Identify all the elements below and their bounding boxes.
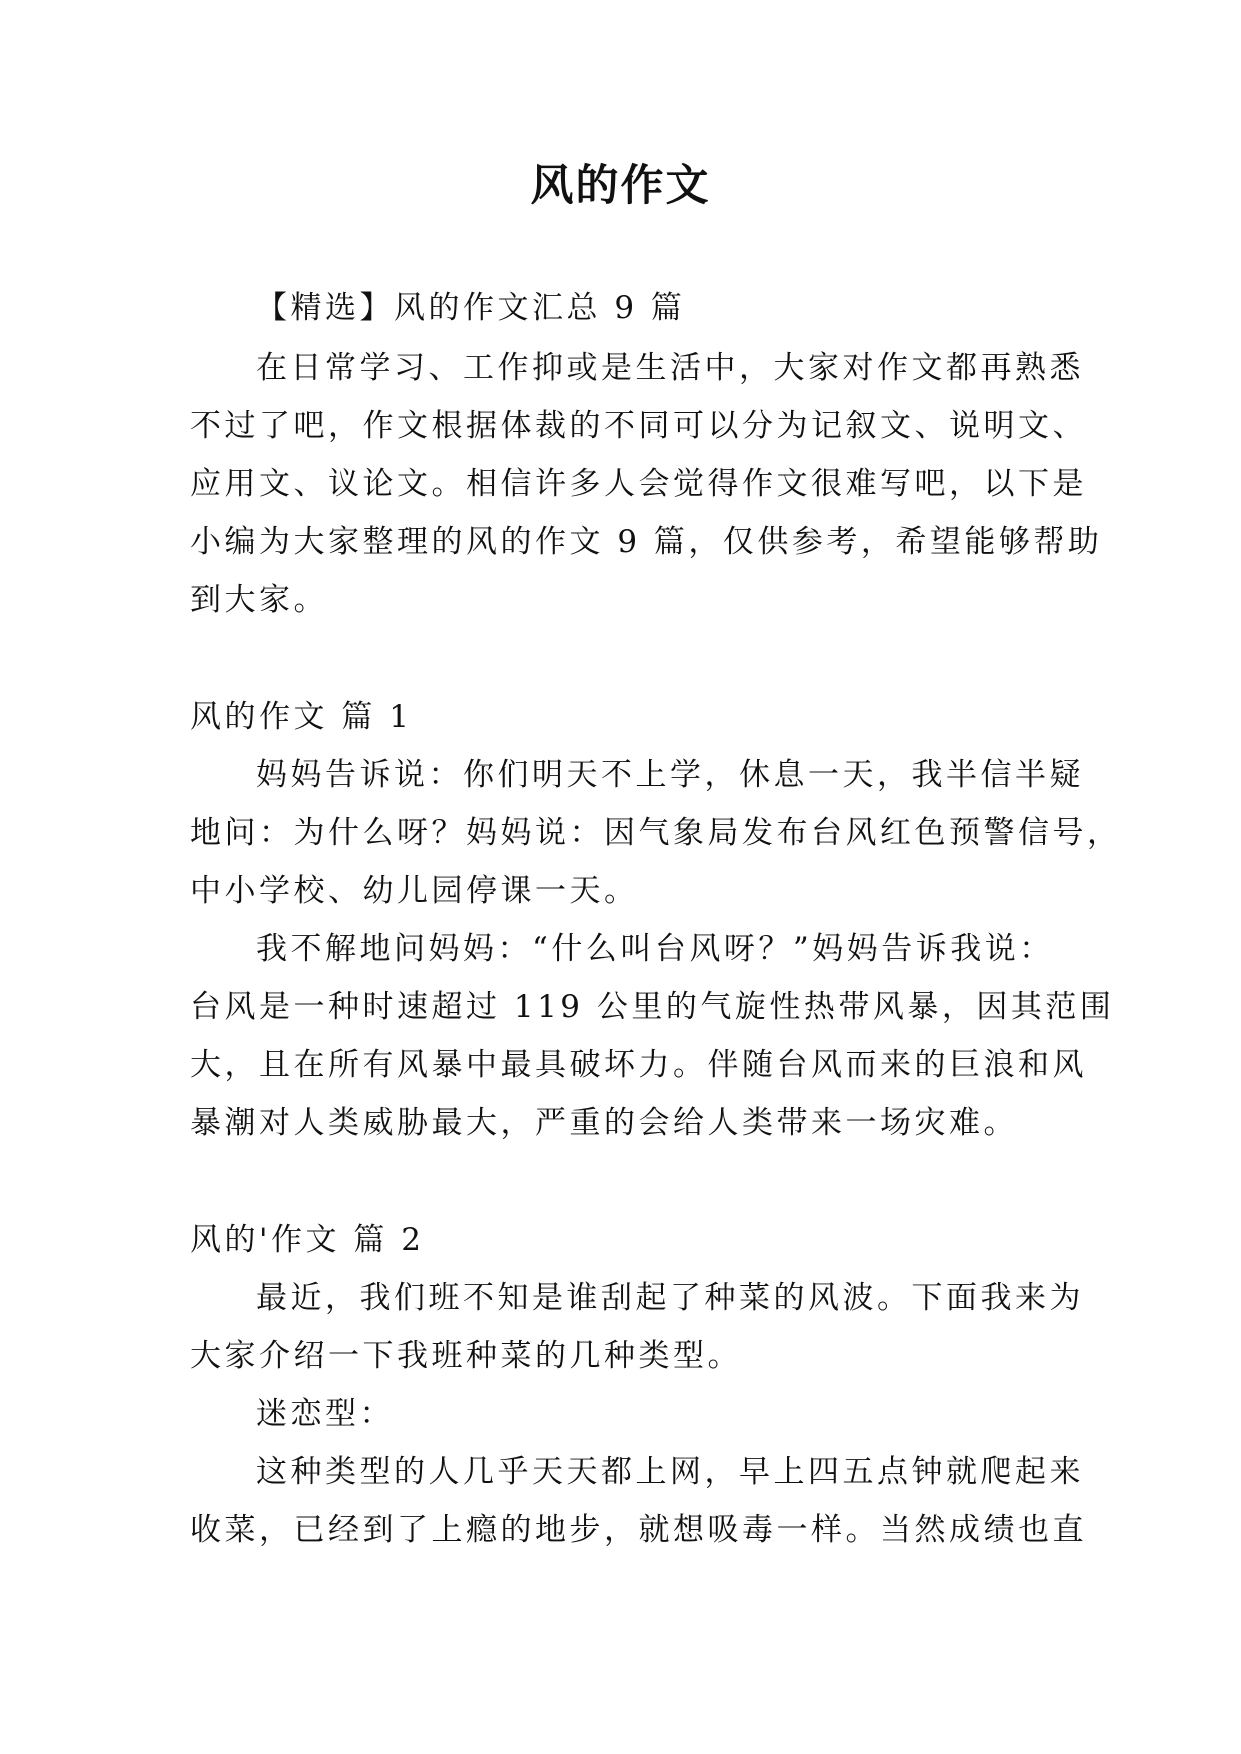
section-heading: 风的'作文 篇 2 — [190, 1222, 425, 1258]
paragraph-line: 我不解地问妈妈：“什么叫台风呀？”妈妈告诉我说： — [256, 931, 1054, 967]
paragraph-line: 中小学校、幼儿园停课一天。 — [190, 873, 639, 909]
paragraph-line: 迷恋型： — [256, 1396, 394, 1432]
paragraph-line: 台风是一种时速超过 119 公里的气旋性热带风暴，因其范围 — [190, 989, 1115, 1025]
paragraph-line: 大，且在所有风暴中最具破坏力。伴随台风而来的巨浪和风 — [190, 1047, 1087, 1083]
paragraph-line: 在日常学习、工作抑或是生活中，大家对作文都再熟悉 — [256, 350, 1084, 386]
intro-subtitle: 【精选】风的作文汇总 9 篇 — [256, 290, 686, 326]
section-heading: 风的作文 篇 1 — [190, 699, 413, 735]
paragraph-line: 妈妈告诉说：你们明天不上学，休息一天，我半信半疑 — [256, 757, 1084, 793]
paragraph-line: 最近，我们班不知是谁刮起了种菜的风波。下面我来为 — [256, 1280, 1084, 1316]
paragraph-line: 到大家。 — [190, 582, 328, 618]
paragraph-line: 大家介绍一下我班种菜的几种类型。 — [190, 1338, 742, 1374]
paragraph-line: 收菜，已经到了上瘾的地步，就想吸毒一样。当然成绩也直 — [190, 1512, 1087, 1548]
paragraph-line: 地问：为什么呀？妈妈说：因气象局发布台风红色预警信号， — [190, 815, 1122, 851]
paragraph-line: 暴潮对人类威胁最大，严重的会给人类带来一场灾难。 — [190, 1105, 1018, 1141]
paragraph-line: 应用文、议论文。相信许多人会觉得作文很难写吧，以下是 — [190, 466, 1087, 502]
paragraph-line: 小编为大家整理的风的作文 9 篇，仅供参考，希望能够帮助 — [190, 524, 1103, 560]
paragraph-line: 这种类型的人几乎天天都上网，早上四五点钟就爬起来 — [256, 1454, 1084, 1490]
paragraph-line: 不过了吧，作文根据体裁的不同可以分为记叙文、说明文、 — [190, 408, 1087, 444]
page-title: 风的作文 — [530, 161, 711, 211]
